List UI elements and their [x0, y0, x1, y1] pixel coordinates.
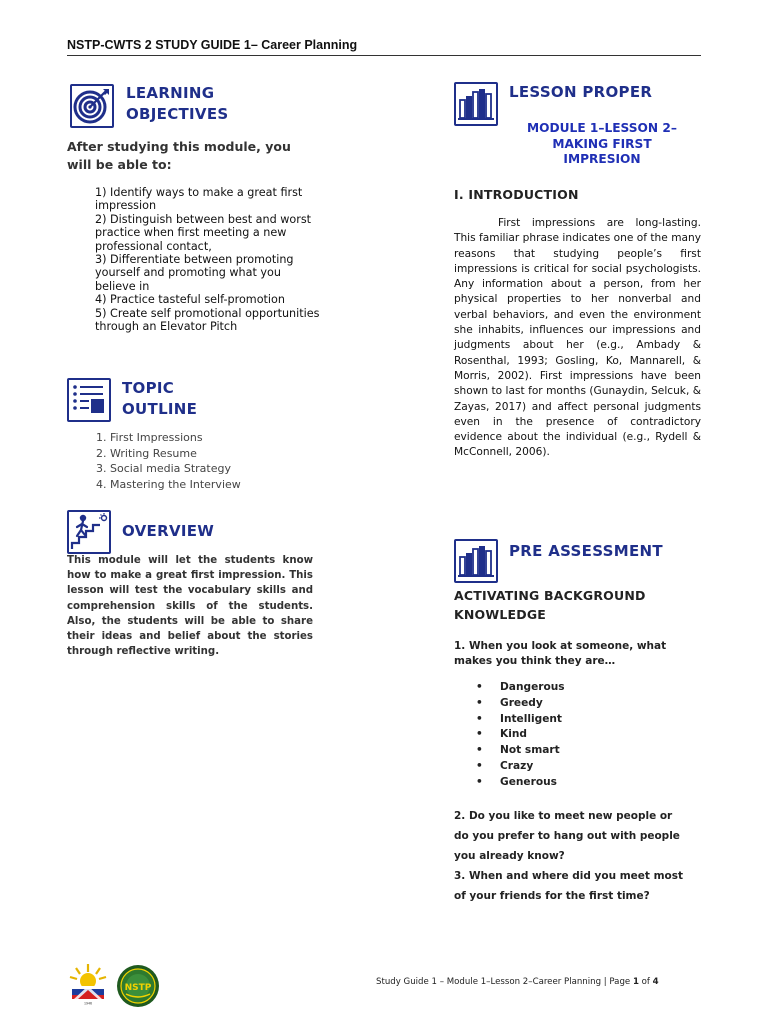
objective-item: 3) Differentiate between promoting yourself and promoting what you believe in — [95, 253, 294, 293]
topic-item: 1. First Impressions — [96, 431, 203, 444]
introduction-heading: I. INTRODUCTION — [454, 187, 579, 202]
learning-objectives-title-line1: LEARNING — [126, 84, 215, 102]
question-2 — [454, 806, 680, 866]
nstp-seal-logo — [116, 964, 160, 1008]
books-icon — [454, 539, 498, 583]
topic-outline-title-line2: OUTLINE — [122, 400, 198, 418]
sun-seal-logo — [66, 962, 110, 1006]
nstp-logo-text: NSTP — [124, 983, 152, 993]
option-label: Dangerous — [500, 681, 565, 693]
topic-item: 3. Social media Strategy — [96, 462, 231, 475]
objective-item: 1) Identify ways to make a great first impression — [95, 186, 303, 213]
pre-assessment-title: PRE ASSESSMENT — [509, 542, 663, 560]
module-title — [502, 121, 702, 168]
document-header: NSTP-CWTS 2 STUDY GUIDE 1– Career Planning — [67, 38, 358, 52]
objective-item: 2) Distinguish between best and worst practice when first meeting a new professional contact, — [95, 212, 312, 253]
question-3-line1: 3. When and where did you meet most — [454, 870, 684, 882]
bullet-icon: • — [476, 759, 483, 772]
topic-item: 4. Mastering the Interview — [96, 477, 241, 491]
stairs-climb-icon — [67, 510, 111, 554]
bullet-icon: • — [476, 744, 483, 757]
learning-objectives-title-line2: OBJECTIVES — [126, 105, 229, 123]
question-1-line1: 1. When you look at someone, what — [454, 640, 667, 652]
books-icon — [454, 82, 498, 126]
question-2-line3: you already know? — [454, 850, 565, 862]
option-label: Not smart — [500, 744, 560, 757]
page-number: 1 — [632, 977, 639, 987]
objective-item: 5) Create self promotional opportunities through an Elevator Pitch — [95, 306, 320, 334]
outline-list-icon — [67, 378, 111, 422]
svg-text:1946: 1946 — [83, 1001, 93, 1006]
lesson-proper-title: LESSON PROPER — [509, 83, 653, 101]
question-1 — [454, 639, 666, 669]
topic-outline-title-line1: TOPIC — [122, 379, 175, 397]
activating-knowledge-line2: KNOWLEDGE — [454, 607, 547, 622]
introduction-text: First impressions are long-lasting. This familiar phrase indicates one of the many reasons that studying people’s first impressions is critical for social psychologists. Any information about a person, from her physical properties to her nonverbal and verbal behaviors, and even the environment she inhabits, influences our impressions and judgments about her (e.g., Ambady & Rosenthal, 1993; Gosling, Ko, Mannarell, & Morris, 2002). First impressions have been shown to last for months (Gunaydin, Selcuk, & Zayas, 2017) and affect personal judgments even in the presence of contradictory evidence about the individual (e.g., Rydell & McConnell, 2006). — [454, 217, 701, 459]
objectives-intro-line2: will be able to: — [67, 157, 172, 172]
target-icon — [70, 84, 114, 128]
activating-knowledge-heading — [454, 586, 646, 624]
list-item — [476, 696, 565, 712]
option-label: Kind — [500, 728, 527, 741]
option-label: Intelligent — [500, 712, 563, 725]
option-label: Generous — [500, 775, 557, 788]
list-item — [476, 680, 565, 696]
activating-knowledge-line1: ACTIVATING BACKGROUND — [454, 588, 646, 603]
overview-title: OVERVIEW — [122, 522, 215, 540]
page-of: of — [638, 977, 653, 987]
module-title-line3: IMPRESION — [563, 152, 641, 166]
module-title-line1: MODULE 1–LESSON 2– — [527, 121, 677, 135]
objectives-intro-line1: After studying this module, you — [67, 139, 291, 154]
learning-objectives-title — [126, 83, 229, 125]
page-total: 4 — [652, 977, 659, 987]
question-3 — [454, 866, 683, 906]
question-1-line2: makes you think they are… — [454, 655, 616, 667]
overview-text: This module will let the students know how to make a great first impression. This lesson will test the vocabulary skills and comprehension skills of the students. Also, the students will be able to share their ideas and belief about the stories through reflective writing. — [67, 555, 313, 658]
question-2-line2: do you prefer to hang out with people — [454, 830, 680, 842]
options-list — [476, 680, 565, 791]
question-2-line1: 2. Do you like to meet new people or — [454, 810, 673, 822]
list-item — [476, 712, 565, 728]
list-item — [476, 759, 565, 775]
topic-list — [96, 430, 241, 492]
question-3-line2: of your friends for the first time? — [454, 890, 650, 902]
page-footer — [376, 977, 659, 987]
list-item — [476, 775, 565, 791]
list-item — [476, 743, 565, 759]
module-title-line2: MAKING FIRST — [552, 136, 652, 151]
bullet-icon: • — [476, 712, 483, 725]
option-label: Crazy — [500, 759, 534, 772]
bullet-icon: • — [476, 775, 483, 788]
topic-outline-title — [122, 378, 197, 420]
objectives-list — [95, 186, 321, 333]
bullet-icon: • — [476, 696, 483, 709]
bullet-icon: • — [476, 681, 483, 693]
objective-item: 4) Practice tasteful self-promotion — [95, 293, 285, 307]
list-item — [476, 727, 565, 743]
footer-text: Study Guide 1 – Module 1–Lesson 2–Career Planning | Page — [376, 977, 633, 987]
topic-item: 2. Writing Resume — [96, 446, 197, 460]
bullet-icon: • — [476, 728, 483, 741]
objectives-intro — [67, 138, 327, 174]
header-divider — [67, 55, 701, 56]
option-label: Greedy — [500, 696, 543, 709]
